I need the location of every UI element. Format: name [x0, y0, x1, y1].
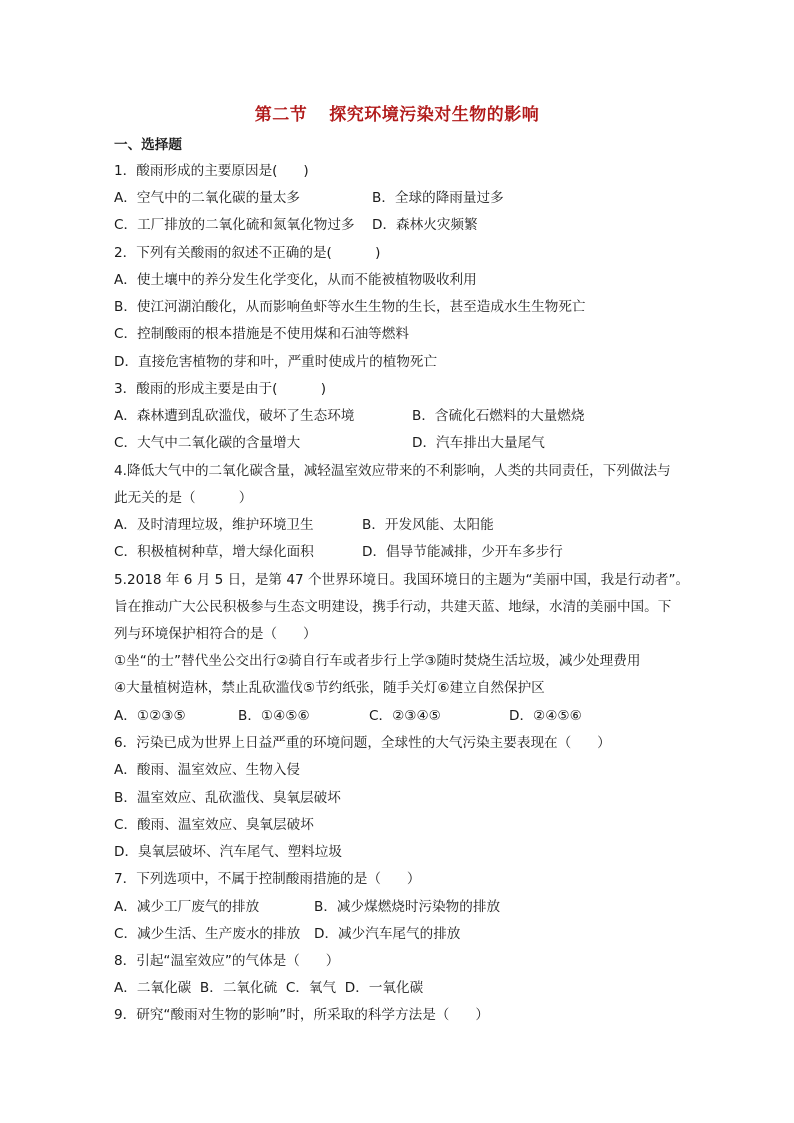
page-title	[0, 100, 794, 125]
question-4-stem-line-2: 此无关的是（ ）	[114, 490, 253, 506]
question-5-stem-line-3: 列与环境保护相符合的是（ ）	[114, 626, 317, 642]
question-1-option-d: D．森林火灾频繁	[372, 217, 478, 233]
question-5-option-b: B．①④⑤⑥	[238, 708, 310, 724]
question-1-stem: 1．酸雨形成的主要原因是( )	[114, 163, 309, 179]
question-9-stem: 9．研究“酸雨对生物的影响”时，所采取的科学方法是（ ）	[114, 1007, 489, 1023]
question-2-option-c: C．控制酸雨的根本措施是不使用煤和石油等燃料	[114, 326, 409, 342]
question-2-stem: 2．下列有关酸雨的叙述不正确的是( )	[114, 245, 381, 261]
question-3-option-a: A．森林遭到乱砍滥伐，破坏了生态环境	[114, 408, 355, 424]
question-5-option-a: A．①②③⑤	[114, 708, 186, 724]
question-3-option-b: B．含硫化石燃料的大量燃烧	[412, 408, 585, 424]
question-7-option-b: B．减少煤燃烧时污染物的排放	[314, 899, 501, 915]
question-5-items-line-2: ④大量植树造林，禁止乱砍滥伐⑤节约纸张，随手关灯⑥建立自然保护区	[114, 680, 545, 696]
question-5-stem-line-2: 旨在推动广大公民积极参与生态文明建设，携手行动，共建天蓝、地绿，水清的美丽中国。下	[114, 599, 672, 615]
question-6-option-c: C．酸雨、温室效应、臭氧层破坏	[114, 817, 314, 833]
question-5-items-line-1: ①坐“的士”替代坐公交出行②骑自行车或者步行上学③随时焚烧生活垃圾，减少处理费用	[114, 653, 641, 669]
question-5-option-d: D．②④⑤⑥	[509, 708, 582, 724]
question-4-option-d: D．倡导节能减排，少开车多步行	[362, 544, 563, 560]
question-2-option-d: D．直接危害植物的芽和叶，严重时使成片的植物死亡	[114, 354, 438, 370]
question-3-option-d: D．汽车排出大量尾气	[412, 435, 545, 451]
question-7-option-c: C．减少生活、生产废水的排放	[114, 926, 301, 942]
section-number: 第二节	[254, 105, 308, 125]
question-6-option-d: D．臭氧层破坏、汽车尾气、塑料垃圾	[114, 844, 342, 860]
question-7-option-a: A．减少工厂废气的排放	[114, 899, 260, 915]
question-3-option-c: C．大气中二氧化碳的含量增大	[114, 435, 301, 451]
question-8-options: A．二氧化碳 B．二氧化硫 C．氧气 D．一氧化碳	[114, 980, 424, 996]
question-4-option-c: C．积极植树种草，增大绿化面积	[114, 544, 314, 560]
question-7-option-d: D．减少汽车尾气的排放	[314, 926, 461, 942]
question-1-option-c: C．工厂排放的二氧化硫和氮氧化物过多	[114, 217, 355, 233]
question-4-option-a: A．及时清理垃圾，维护环境卫生	[114, 517, 314, 533]
question-5-option-c: C．②③④⑤	[369, 708, 441, 724]
question-8-stem: 8．引起“温室效应”的气体是（ ）	[114, 953, 340, 969]
question-6-option-b: B．温室效应、乱砍滥伐、臭氧层破坏	[114, 790, 341, 806]
section-heading: 一、选择题	[114, 137, 182, 153]
question-5-stem-line-1: 5.2018 年 6 月 5 日，是第 47 个世界环境日。我国环境日的主题为“美丽中国，我是行动者”。	[114, 572, 690, 588]
question-4-option-b: B．开发风能、太阳能	[362, 517, 494, 533]
question-4-stem-line-1: 4.降低大气中的二氧化碳含量，减轻温室效应带来的不利影响，人类的共同责任，下列做法与	[114, 463, 671, 479]
question-1-option-a: A．空气中的二氧化碳的量太多	[114, 190, 301, 206]
question-2-option-a: A．使土壤中的养分发生化学变化，从而不能被植物吸收利用	[114, 272, 477, 288]
section-title: 探究环境污染对生物的影响	[329, 105, 540, 125]
question-1-option-b: B．全球的降雨量过多	[372, 190, 504, 206]
question-6-option-a: A．酸雨、温室效应、生物入侵	[114, 762, 301, 778]
question-7-stem: 7．下列选项中，不属于控制酸雨措施的是（ ）	[114, 871, 421, 887]
question-3-stem: 3．酸雨的形成主要是由于( )	[114, 381, 326, 397]
question-6-stem: 6．污染已成为世界上日益严重的环境问题，全球性的大气污染主要表现在（ ）	[114, 735, 611, 751]
question-2-option-b: B．使江河湖泊酸化，从而影响鱼虾等水生生物的生长，甚至造成水生生物死亡	[114, 299, 586, 315]
